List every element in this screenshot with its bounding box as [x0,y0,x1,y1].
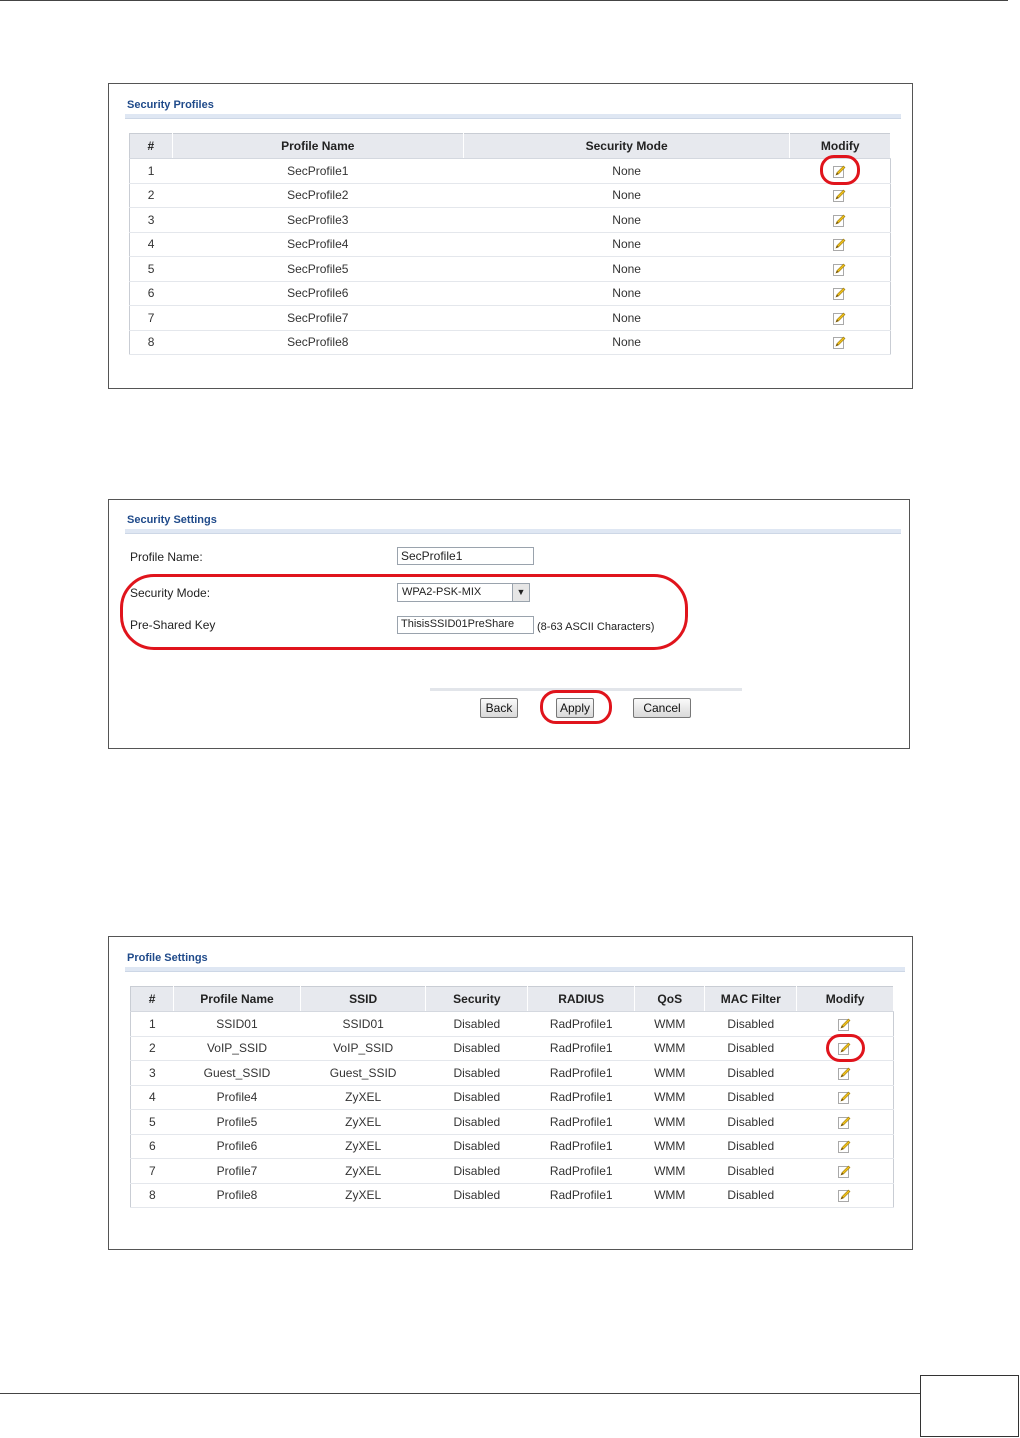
cell-ssid: ZyXEL [300,1183,426,1208]
cell-radius: RadProfile1 [528,1110,635,1135]
security-settings-screenshot [108,499,910,749]
profile-name-label: Profile Name: [130,550,203,564]
cell-num: 8 [131,1183,174,1208]
profile-settings-table [130,986,894,1208]
cell-security: Disabled [426,1159,528,1184]
cell-qos: WMM [635,1110,705,1135]
cell-security: Disabled [426,1085,528,1110]
cell-qos: WMM [635,1159,705,1184]
page-bottom-rule [0,1393,920,1394]
column-header: QoS [635,987,705,1012]
cell-num: 7 [131,1159,174,1184]
cell-num: 6 [131,1134,174,1159]
cell-num: 4 [130,232,173,257]
cell-name: Profile5 [174,1110,301,1135]
settings-highlight-ring [120,574,688,650]
column-header: SSID [300,987,426,1012]
table-row [130,232,891,257]
cell-mode: None [463,232,790,257]
edit-pencil-icon[interactable] [838,1116,851,1129]
table-row [131,1061,894,1086]
modify-cell[interactable] [797,1012,894,1037]
psk-hint: (8-63 ASCII Characters) [537,621,655,633]
cell-qos: WMM [635,1183,705,1208]
cell-num: 1 [131,1012,174,1037]
modify-cell[interactable] [797,1134,894,1159]
table-row [131,1085,894,1110]
page-top-rule [0,0,1008,1]
column-header: Modify [797,987,894,1012]
edit-pencil-icon[interactable] [833,336,846,349]
cell-mac: Disabled [705,1085,797,1110]
table-row [130,281,891,306]
table-row [130,306,891,331]
modify-cell[interactable] [790,183,891,208]
cell-name: SSID01 [174,1012,301,1037]
column-header: # [130,134,173,159]
column-header: # [131,987,174,1012]
cell-num: 6 [130,281,173,306]
apply-highlight-ring [540,690,612,724]
edit-pencil-icon[interactable] [838,1091,851,1104]
cell-name: SecProfile2 [172,183,463,208]
panel-title-underline [125,967,905,972]
cell-security: Disabled [426,1183,528,1208]
cell-security: Disabled [426,1036,528,1061]
cell-ssid: ZyXEL [300,1159,426,1184]
panel-title-underline [125,529,901,534]
cell-num: 2 [130,183,173,208]
cell-name: Guest_SSID [174,1061,301,1086]
table-header-row [131,987,894,1012]
cell-num: 7 [130,306,173,331]
cell-mac: Disabled [705,1134,797,1159]
cell-name: Profile4 [174,1085,301,1110]
table-row [130,330,891,355]
cell-radius: RadProfile1 [528,1012,635,1037]
profile-name-input[interactable]: SecProfile1 [397,547,534,565]
cell-security: Disabled [426,1134,528,1159]
cell-mode: None [463,306,790,331]
table-row [131,1159,894,1184]
cell-name: SecProfile7 [172,306,463,331]
modify-cell[interactable] [797,1061,894,1086]
table-header-row [130,134,891,159]
back-button[interactable]: Back [480,698,518,718]
edit-pencil-icon[interactable] [838,1018,851,1031]
cell-ssid: ZyXEL [300,1110,426,1135]
column-header: MAC Filter [705,987,797,1012]
table-row [131,1183,894,1208]
modify-cell[interactable] [790,208,891,233]
cell-num: 5 [130,257,173,282]
cancel-button[interactable]: Cancel [633,698,691,718]
cell-mode: None [463,281,790,306]
table-row [130,208,891,233]
cell-num: 3 [131,1061,174,1086]
cell-mac: Disabled [705,1036,797,1061]
cell-num: 5 [131,1110,174,1135]
cell-name: SecProfile5 [172,257,463,282]
modify-cell[interactable] [790,281,891,306]
cell-name: SecProfile1 [172,159,463,184]
cell-name: SecProfile6 [172,281,463,306]
cell-name: Profile8 [174,1183,301,1208]
modify-highlight-ring [826,1034,865,1062]
cell-ssid: ZyXEL [300,1134,426,1159]
cell-mode: None [463,159,790,184]
table-row [131,1036,894,1061]
cell-mac: Disabled [705,1183,797,1208]
cell-mac: Disabled [705,1110,797,1135]
modify-cell[interactable] [790,306,891,331]
edit-pencil-icon[interactable] [833,312,846,325]
psk-label: Pre-Shared Key [130,618,216,632]
cell-num: 2 [131,1036,174,1061]
modify-cell[interactable] [790,330,891,355]
modify-cell[interactable] [797,1183,894,1208]
modify-cell[interactable] [797,1085,894,1110]
cell-qos: WMM [635,1012,705,1037]
cell-mode: None [463,330,790,355]
cell-num: 1 [130,159,173,184]
column-header: Profile Name [174,987,301,1012]
table-row [130,159,891,184]
edit-pencil-icon[interactable] [838,1165,851,1178]
cell-qos: WMM [635,1085,705,1110]
column-header: Security [426,987,528,1012]
cell-radius: RadProfile1 [528,1061,635,1086]
cell-ssid: Guest_SSID [300,1061,426,1086]
cell-name: SecProfile4 [172,232,463,257]
cell-ssid: ZyXEL [300,1085,426,1110]
table-row [130,183,891,208]
cell-ssid: SSID01 [300,1012,426,1037]
cell-name: VoIP_SSID [174,1036,301,1061]
cell-num: 8 [130,330,173,355]
column-header: Security Mode [463,134,790,159]
cell-qos: WMM [635,1061,705,1086]
cell-qos: WMM [635,1134,705,1159]
edit-pencil-icon[interactable] [838,1140,851,1153]
cell-radius: RadProfile1 [528,1183,635,1208]
edit-pencil-icon[interactable] [833,287,846,300]
table-row [131,1110,894,1135]
cell-num: 4 [131,1085,174,1110]
cell-security: Disabled [426,1012,528,1037]
column-header: RADIUS [528,987,635,1012]
edit-pencil-icon[interactable] [833,189,846,202]
edit-pencil-icon[interactable] [833,238,846,251]
security-profiles-table [129,133,891,355]
page-number-box [920,1375,1019,1437]
apply-button[interactable]: Apply [556,698,594,718]
cell-qos: WMM [635,1036,705,1061]
table-row [131,1012,894,1037]
security-profiles-screenshot [108,83,913,389]
cell-name: Profile7 [174,1159,301,1184]
edit-pencil-icon[interactable] [833,263,846,276]
cell-name: Profile6 [174,1134,301,1159]
chevron-down-icon[interactable]: ▼ [512,584,529,601]
cell-mode: None [463,183,790,208]
table-row [130,257,891,282]
table-row [131,1134,894,1159]
cell-name: SecProfile8 [172,330,463,355]
cell-name: SecProfile3 [172,208,463,233]
edit-pencil-icon[interactable] [838,1189,851,1202]
cell-num: 3 [130,208,173,233]
cell-mode: None [463,208,790,233]
profile-settings-title: Profile Settings [127,952,208,964]
modify-highlight-ring [820,155,860,185]
cell-mac: Disabled [705,1159,797,1184]
cell-security: Disabled [426,1061,528,1086]
profile-settings-screenshot [108,936,913,1250]
cell-radius: RadProfile1 [528,1159,635,1184]
modify-cell[interactable] [790,257,891,282]
edit-pencil-icon[interactable] [838,1067,851,1080]
security-mode-label: Security Mode: [130,586,211,600]
cell-security: Disabled [426,1110,528,1135]
cell-ssid: VoIP_SSID [300,1036,426,1061]
security-profiles-title: Security Profiles [127,99,214,111]
psk-input[interactable]: ThisisSSID01PreShare [397,616,534,634]
modify-cell[interactable] [797,1159,894,1184]
modify-cell[interactable] [797,1110,894,1135]
security-settings-title: Security Settings [127,514,217,526]
cell-radius: RadProfile1 [528,1036,635,1061]
edit-pencil-icon[interactable] [833,214,846,227]
cell-radius: RadProfile1 [528,1085,635,1110]
security-mode-value: WPA2-PSK-MIX [402,586,482,598]
cell-mac: Disabled [705,1012,797,1037]
column-header: Profile Name [172,134,463,159]
cell-mac: Disabled [705,1061,797,1086]
cell-mode: None [463,257,790,282]
cell-radius: RadProfile1 [528,1134,635,1159]
modify-cell[interactable] [790,232,891,257]
column-header: Modify [790,134,891,159]
panel-title-underline [125,114,901,119]
